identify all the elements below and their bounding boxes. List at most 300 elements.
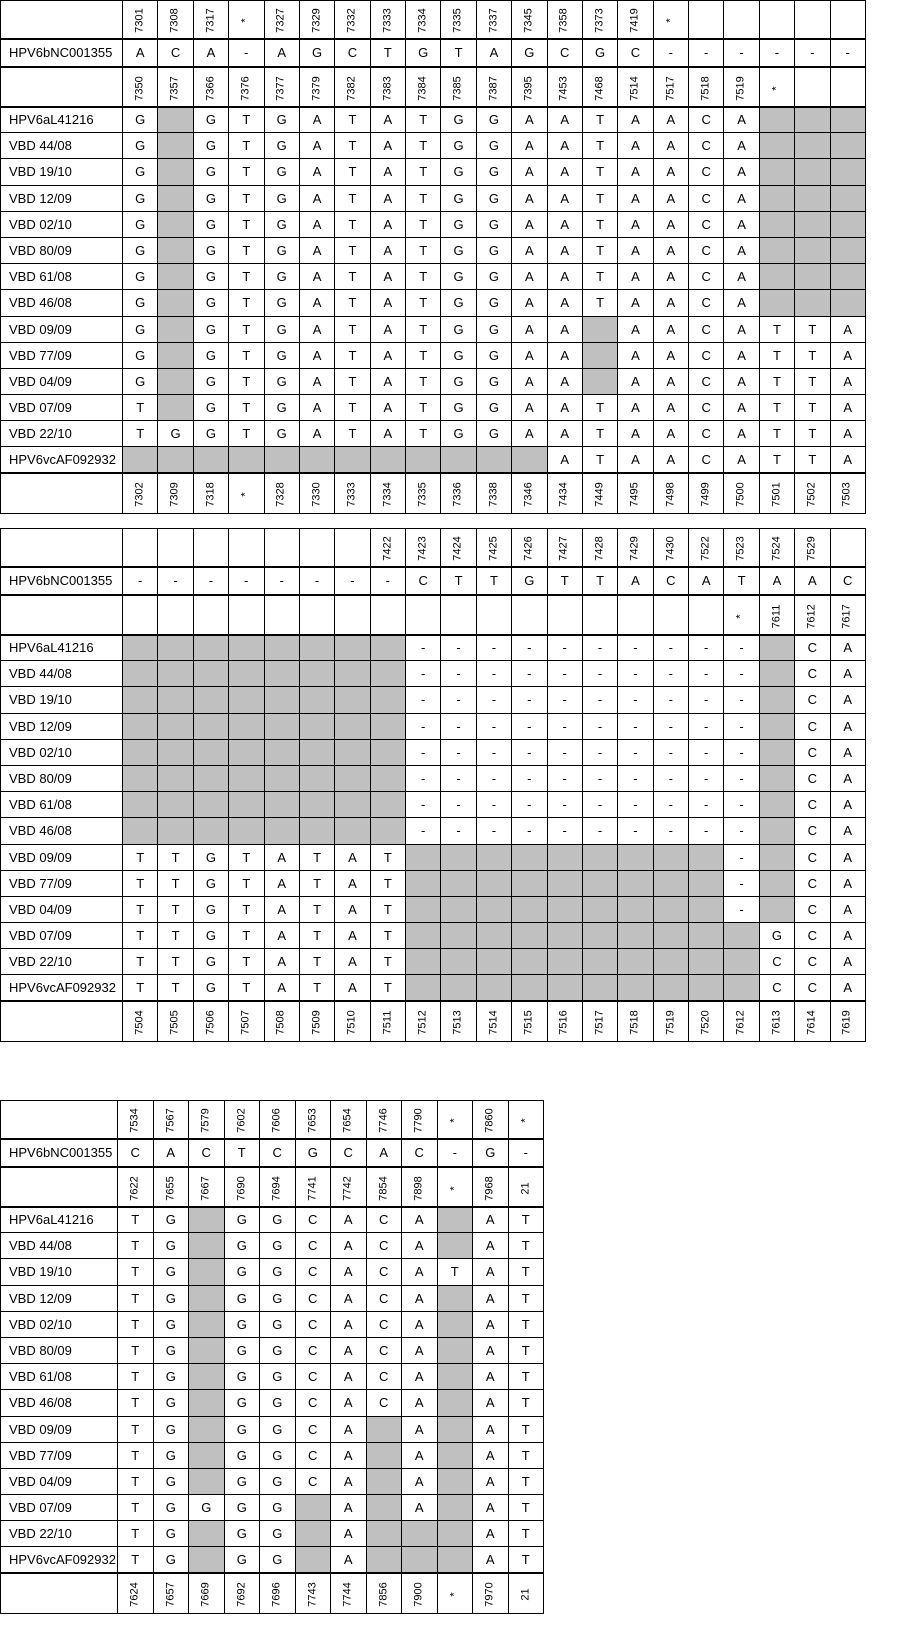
- base-cell: G: [441, 290, 476, 316]
- gap-cell: [437, 1416, 473, 1442]
- gap-cell: [582, 844, 617, 870]
- base-cell: -: [653, 739, 688, 765]
- vc-position: [759, 473, 794, 513]
- vc-position-label: 7509: [310, 1010, 323, 1036]
- base-cell: C: [689, 185, 724, 211]
- gap-cell: [189, 1364, 225, 1390]
- base-cell: T: [229, 316, 264, 342]
- base-cell: -: [476, 792, 511, 818]
- ref-position: [189, 1101, 225, 1139]
- base-cell: A: [547, 342, 582, 368]
- base-cell: -: [582, 661, 617, 687]
- sample-row: [1, 133, 866, 159]
- base-cell: -: [547, 792, 582, 818]
- base-cell: T: [406, 107, 441, 133]
- base-cell: A: [547, 237, 582, 263]
- vc-position-label: 7696: [270, 1582, 283, 1608]
- reference-base: -: [229, 567, 264, 595]
- base-cell: G: [193, 896, 228, 922]
- ref-position: [335, 529, 370, 567]
- vc-position-label: 7613: [770, 1010, 783, 1036]
- base-cell: T: [299, 844, 334, 870]
- variant-position-label: 7968: [483, 1175, 496, 1201]
- base-cell: G: [153, 1442, 189, 1468]
- base-cell: G: [153, 1311, 189, 1337]
- base-cell: A: [618, 290, 653, 316]
- reference-base: -: [299, 567, 334, 595]
- gap-cell: [759, 844, 794, 870]
- base-cell: T: [118, 1416, 154, 1442]
- gap-cell: [582, 870, 617, 896]
- base-cell: A: [830, 870, 865, 896]
- vc-position: [406, 473, 441, 513]
- variant-position-label: 7690: [235, 1175, 248, 1201]
- base-cell: T: [158, 975, 193, 1001]
- base-cell: T: [299, 975, 334, 1001]
- gap-cell: [653, 975, 688, 1001]
- base-cell: A: [653, 421, 688, 447]
- gap-cell: [689, 844, 724, 870]
- variant-position-label: 7898: [412, 1175, 425, 1201]
- sample-row: [1, 1259, 544, 1285]
- base-cell: T: [158, 870, 193, 896]
- gap-cell: [158, 368, 193, 394]
- base-cell: G: [264, 107, 299, 133]
- base-cell: A: [331, 1259, 367, 1285]
- gap-cell: [476, 447, 511, 473]
- variant-position: [441, 595, 476, 635]
- base-cell: A: [618, 368, 653, 394]
- base-cell: G: [476, 368, 511, 394]
- reference-base: A: [689, 567, 724, 595]
- base-cell: A: [370, 107, 405, 133]
- gap-cell: [830, 211, 865, 237]
- base-cell: -: [406, 818, 441, 844]
- vc-position: [795, 473, 830, 513]
- base-cell: T: [437, 1259, 473, 1285]
- base-cell: -: [547, 713, 582, 739]
- base-cell: G: [476, 395, 511, 421]
- sample-label: VBD 80/09: [1, 765, 123, 791]
- reference-row: [1, 39, 866, 67]
- gap-cell: [795, 290, 830, 316]
- ref-position-label: 7333: [381, 8, 394, 33]
- base-cell: C: [366, 1259, 402, 1285]
- base-cell: A: [473, 1495, 509, 1521]
- base-cell: -: [724, 765, 759, 791]
- base-cell: T: [335, 316, 370, 342]
- base-cell: T: [582, 264, 617, 290]
- vc-position: [370, 473, 405, 513]
- base-cell: G: [193, 290, 228, 316]
- reference-base: A: [264, 39, 299, 67]
- vc-position-label: 7624: [128, 1582, 141, 1608]
- base-cell: G: [153, 1259, 189, 1285]
- gap-cell: [759, 818, 794, 844]
- base-cell: G: [264, 211, 299, 237]
- ref-position: [476, 1, 511, 39]
- base-cell: C: [689, 421, 724, 447]
- base-cell: T: [123, 975, 158, 1001]
- base-cell: G: [224, 1416, 260, 1442]
- base-cell: A: [370, 159, 405, 185]
- gap-cell: [264, 792, 299, 818]
- base-cell: A: [370, 342, 405, 368]
- gap-cell: [402, 1521, 438, 1547]
- base-cell: G: [123, 159, 158, 185]
- gap-cell: [335, 661, 370, 687]
- vc-position: [295, 1573, 331, 1613]
- base-cell: C: [759, 975, 794, 1001]
- base-cell: C: [366, 1390, 402, 1416]
- base-cell: A: [830, 896, 865, 922]
- base-cell: C: [689, 159, 724, 185]
- base-cell: A: [473, 1442, 509, 1468]
- base-cell: A: [512, 107, 547, 133]
- sample-row: [1, 1364, 544, 1390]
- base-cell: T: [335, 133, 370, 159]
- ref-position-label: *: [239, 18, 252, 23]
- gap-cell: [512, 870, 547, 896]
- vc-position-label: 7506: [204, 1010, 217, 1036]
- sample-row: [1, 395, 866, 421]
- corner-cell: [1, 1, 123, 39]
- base-cell: -: [724, 896, 759, 922]
- gap-cell: [335, 687, 370, 713]
- gap-cell: [193, 739, 228, 765]
- base-cell: T: [158, 923, 193, 949]
- gap-cell: [189, 1521, 225, 1547]
- gap-cell: [264, 661, 299, 687]
- base-cell: A: [618, 133, 653, 159]
- base-cell: T: [118, 1259, 154, 1285]
- base-cell: A: [335, 949, 370, 975]
- vc-position: [193, 1001, 228, 1041]
- base-cell: A: [264, 844, 299, 870]
- variant-position-label: *: [770, 85, 783, 91]
- reference-base: -: [724, 39, 759, 67]
- base-cell: T: [759, 421, 794, 447]
- base-cell: A: [473, 1416, 509, 1442]
- variant-position: [123, 67, 158, 107]
- gap-cell: [759, 290, 794, 316]
- base-cell: G: [260, 1442, 296, 1468]
- base-cell: C: [689, 290, 724, 316]
- gap-cell: [689, 896, 724, 922]
- ref-position-label: 7579: [199, 1108, 212, 1133]
- gap-cell: [441, 844, 476, 870]
- reference-base: C: [402, 1139, 438, 1167]
- ref-position-label: 7654: [341, 1108, 354, 1133]
- base-cell: -: [724, 739, 759, 765]
- base-cell: A: [299, 421, 334, 447]
- base-cell: -: [689, 792, 724, 818]
- ref-position-label: 7335: [452, 8, 465, 33]
- base-cell: A: [402, 1259, 438, 1285]
- base-cell: C: [689, 447, 724, 473]
- base-cell: G: [193, 133, 228, 159]
- base-cell: A: [830, 713, 865, 739]
- gap-cell: [476, 896, 511, 922]
- ref-position: [406, 1, 441, 39]
- vc-position: [189, 1573, 225, 1613]
- base-cell: A: [724, 342, 759, 368]
- gap-cell: [366, 1521, 402, 1547]
- reference-base: C: [653, 567, 688, 595]
- gap-cell: [299, 713, 334, 739]
- base-cell: -: [512, 713, 547, 739]
- gap-cell: [299, 635, 334, 661]
- gap-cell: [406, 949, 441, 975]
- gap-cell: [759, 687, 794, 713]
- ref-position: [508, 1101, 544, 1139]
- gap-cell: [158, 635, 193, 661]
- base-cell: G: [441, 368, 476, 394]
- vc-position: [118, 1573, 154, 1613]
- base-cell: A: [335, 923, 370, 949]
- base-cell: -: [476, 818, 511, 844]
- base-cell: G: [153, 1233, 189, 1259]
- vc-position: [653, 1001, 688, 1041]
- base-cell: A: [724, 316, 759, 342]
- vc-position: [689, 1001, 724, 1041]
- reference-base: A: [193, 39, 228, 67]
- base-cell: T: [118, 1233, 154, 1259]
- base-cell: G: [476, 237, 511, 263]
- gap-cell: [476, 844, 511, 870]
- base-cell: T: [582, 211, 617, 237]
- base-cell: T: [229, 870, 264, 896]
- base-cell: C: [795, 635, 830, 661]
- gap-cell: [795, 159, 830, 185]
- gap-cell: [724, 975, 759, 1001]
- sample-row: [1, 1547, 544, 1573]
- sample-label: VBD 22/10: [1, 421, 123, 447]
- ref-position-label: 7860: [483, 1108, 496, 1133]
- sample-row: [1, 1285, 544, 1311]
- sample-label: VBD 46/08: [1, 290, 123, 316]
- gap-cell: [158, 185, 193, 211]
- variant-position-label: 7518: [699, 75, 712, 101]
- base-cell: A: [299, 264, 334, 290]
- base-cell: T: [795, 395, 830, 421]
- gap-cell: [193, 635, 228, 661]
- reference-base: C: [189, 1139, 225, 1167]
- gap-cell: [547, 844, 582, 870]
- sample-row: [1, 264, 866, 290]
- gap-cell: [335, 713, 370, 739]
- ref-position-label: 7522: [699, 536, 712, 561]
- ref-position: [370, 1, 405, 39]
- gap-cell: [759, 159, 794, 185]
- gap-cell: [158, 264, 193, 290]
- base-cell: T: [335, 368, 370, 394]
- base-cell: A: [724, 185, 759, 211]
- vc-position-label: 7505: [169, 1010, 182, 1036]
- vc-position-footer: [1, 1001, 866, 1041]
- gap-cell: [437, 1521, 473, 1547]
- gap-cell: [830, 107, 865, 133]
- base-cell: -: [724, 713, 759, 739]
- base-cell: G: [476, 316, 511, 342]
- base-cell: T: [123, 870, 158, 896]
- gap-cell: [264, 635, 299, 661]
- base-cell: G: [193, 342, 228, 368]
- reference-base: T: [582, 567, 617, 595]
- gap-cell: [795, 133, 830, 159]
- gap-cell: [299, 739, 334, 765]
- gap-cell: [123, 792, 158, 818]
- base-cell: -: [441, 661, 476, 687]
- base-cell: A: [724, 133, 759, 159]
- sample-label: VBD 09/09: [1, 1416, 118, 1442]
- vc-position-label: 7334: [381, 482, 394, 508]
- base-cell: T: [229, 975, 264, 1001]
- base-cell: G: [441, 185, 476, 211]
- gap-cell: [582, 923, 617, 949]
- gap-cell: [653, 923, 688, 949]
- base-cell: G: [224, 1547, 260, 1573]
- base-cell: T: [229, 211, 264, 237]
- reference-base: A: [795, 567, 830, 595]
- base-cell: G: [260, 1233, 296, 1259]
- sample-row: [1, 713, 866, 739]
- gap-cell: [158, 395, 193, 421]
- vc-position: [299, 1001, 334, 1041]
- base-cell: T: [229, 949, 264, 975]
- base-cell: G: [476, 159, 511, 185]
- base-cell: T: [123, 395, 158, 421]
- variant-position: [335, 67, 370, 107]
- vc-position: [406, 1001, 441, 1041]
- gap-cell: [264, 765, 299, 791]
- base-cell: G: [153, 1547, 189, 1573]
- base-cell: -: [547, 687, 582, 713]
- vc-position-label: 7513: [452, 1010, 465, 1036]
- base-cell: G: [153, 1468, 189, 1494]
- gap-cell: [512, 844, 547, 870]
- base-cell: -: [406, 687, 441, 713]
- ref-position-label: *: [448, 1118, 461, 1123]
- sample-label: VBD 04/09: [1, 896, 123, 922]
- sample-label: VBD 77/09: [1, 1442, 118, 1468]
- vc-position: [441, 1001, 476, 1041]
- base-cell: T: [370, 870, 405, 896]
- gap-cell: [795, 264, 830, 290]
- gap-cell: [441, 870, 476, 896]
- vc-position: [158, 473, 193, 513]
- base-cell: A: [830, 368, 865, 394]
- variant-position: [724, 67, 759, 107]
- base-cell: A: [830, 844, 865, 870]
- base-cell: T: [406, 290, 441, 316]
- ref-position-label: 7653: [306, 1108, 319, 1133]
- base-cell: A: [830, 949, 865, 975]
- base-cell: A: [547, 264, 582, 290]
- vc-position: [618, 473, 653, 513]
- base-cell: A: [830, 635, 865, 661]
- ref-position-label: 7423: [416, 536, 429, 561]
- gap-cell: [689, 923, 724, 949]
- base-cell: G: [264, 185, 299, 211]
- reference-base: -: [830, 39, 865, 67]
- base-cell: -: [512, 792, 547, 818]
- base-cell: A: [618, 264, 653, 290]
- variant-position: [158, 67, 193, 107]
- base-cell: G: [260, 1416, 296, 1442]
- base-cell: -: [547, 818, 582, 844]
- gap-cell: [299, 792, 334, 818]
- vc-position-label: 7518: [628, 1010, 641, 1036]
- base-cell: T: [508, 1337, 544, 1363]
- base-cell: -: [724, 818, 759, 844]
- base-cell: -: [689, 635, 724, 661]
- base-cell: T: [118, 1364, 154, 1390]
- base-cell: G: [193, 185, 228, 211]
- ref-position: [547, 529, 582, 567]
- base-cell: G: [224, 1364, 260, 1390]
- gap-cell: [406, 447, 441, 473]
- base-cell: A: [618, 395, 653, 421]
- base-cell: G: [264, 133, 299, 159]
- base-cell: T: [123, 923, 158, 949]
- base-cell: A: [264, 870, 299, 896]
- vc-position: [331, 1573, 367, 1613]
- gap-cell: [759, 635, 794, 661]
- reference-base: -: [653, 39, 688, 67]
- base-cell: C: [795, 765, 830, 791]
- vc-position-label: 7498: [664, 482, 677, 508]
- base-cell: G: [193, 159, 228, 185]
- gap-cell: [335, 792, 370, 818]
- base-cell: -: [512, 635, 547, 661]
- base-cell: G: [193, 316, 228, 342]
- vc-position-label: 7502: [805, 482, 818, 508]
- base-cell: G: [260, 1207, 296, 1233]
- base-cell: T: [406, 159, 441, 185]
- reference-base: -: [370, 567, 405, 595]
- base-cell: A: [299, 316, 334, 342]
- base-cell: T: [335, 395, 370, 421]
- sample-label: VBD 19/10: [1, 1259, 118, 1285]
- ref-position: [366, 1101, 402, 1139]
- base-cell: A: [402, 1468, 438, 1494]
- variant-position-label: 7622: [128, 1175, 141, 1201]
- gap-cell: [476, 870, 511, 896]
- reference-base: T: [441, 567, 476, 595]
- base-cell: -: [476, 687, 511, 713]
- base-cell: A: [830, 661, 865, 687]
- ref-position-label: 7524: [770, 536, 783, 561]
- base-cell: A: [335, 870, 370, 896]
- reference-base: C: [547, 39, 582, 67]
- base-cell: G: [193, 107, 228, 133]
- base-cell: -: [653, 687, 688, 713]
- gap-cell: [229, 818, 264, 844]
- vc-position: [153, 1573, 189, 1613]
- variant-position: [512, 595, 547, 635]
- base-cell: -: [653, 765, 688, 791]
- variant-position-label: 7612: [805, 603, 818, 629]
- base-cell: -: [618, 765, 653, 791]
- base-cell: A: [830, 395, 865, 421]
- base-cell: T: [759, 395, 794, 421]
- base-cell: A: [618, 447, 653, 473]
- base-cell: A: [547, 368, 582, 394]
- base-cell: -: [689, 765, 724, 791]
- sample-label: VBD 04/09: [1, 368, 123, 394]
- base-cell: G: [260, 1364, 296, 1390]
